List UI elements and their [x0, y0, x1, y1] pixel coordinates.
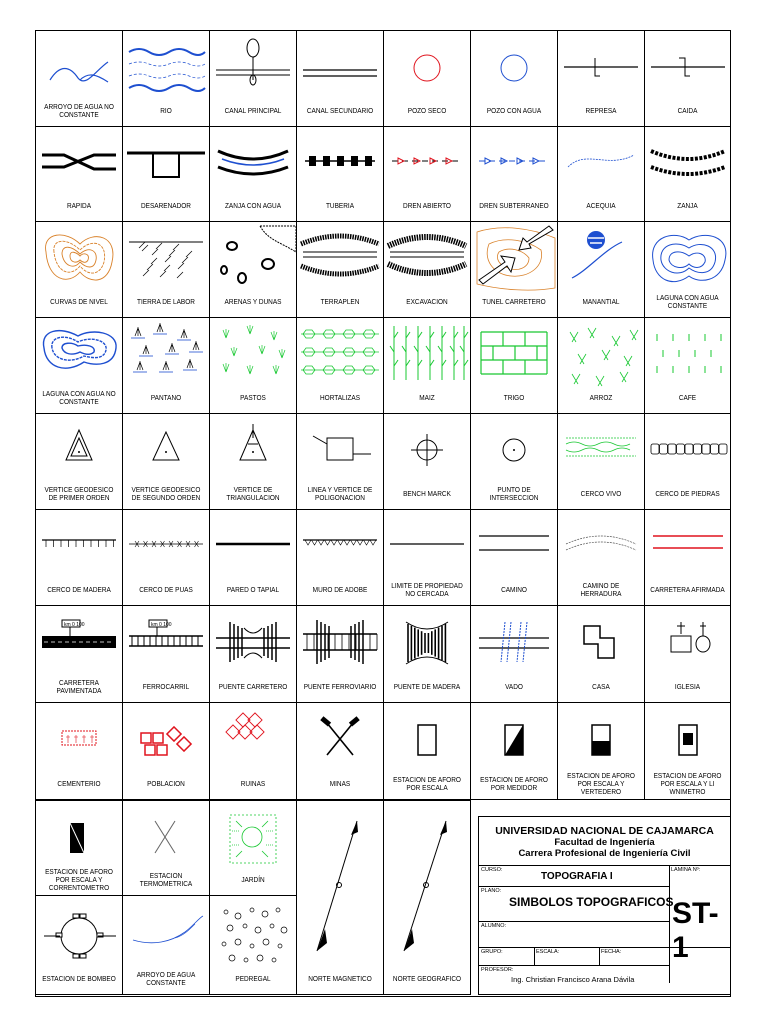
- plano-value: SIMBOLOS TOPOGRAFICOS: [509, 895, 674, 909]
- cell-pantano: [123, 318, 210, 414]
- label-carretera-afirmada: CARRETERA AFIRMADA: [650, 584, 725, 594]
- label-vertice-de-triangulacion: VERTICE DE TRIANGULACION: [226, 484, 280, 502]
- cell-excavacion: [384, 222, 471, 318]
- cell-bench-marck: [384, 414, 471, 510]
- cell-arroz: [558, 318, 645, 414]
- label-estacion-de-aforo-por-escala-y-vertedero: ESTACION DE AFORO POR ESCALA Y VERTEDERO: [567, 770, 635, 797]
- label-arroyo-de-agua-no-constante: ARROYO DE AGUA NO CONSTANTE: [44, 101, 114, 119]
- profesor-label: PROFESOR:: [481, 967, 514, 973]
- label-tunel-carretero: TUNEL CARRETERO: [482, 296, 546, 306]
- grupo-label: GRUPO:: [481, 949, 503, 955]
- label-tuberia: TUBERIA: [325, 200, 355, 210]
- cell-camino: [471, 510, 558, 606]
- cell-estacion-de-aforo-por-escala-y-li-wnimetro: [645, 703, 731, 800]
- cell-limite-de-propiedad-no-cercada: [384, 510, 471, 606]
- label-puente-de-madera: PUENTE DE MADERA: [393, 681, 461, 691]
- cell-puente-de-madera: [384, 606, 471, 703]
- cell-muro-de-adobe: [297, 510, 384, 606]
- cell-pared-o-tapial: [210, 510, 297, 606]
- cell-vertice-de-triangulacion: [210, 414, 297, 510]
- profesor-value: Ing. Christian Francisco Arana Dávila: [511, 975, 635, 984]
- label-iglesia: IGLESIA: [674, 681, 701, 691]
- cell-poblacion: [123, 703, 210, 800]
- cell-jardin: [210, 800, 297, 896]
- label-zanja-con-agua: ZANJA CON AGUA: [224, 200, 282, 210]
- svg-text:km 0 100: km 0 100: [64, 622, 85, 628]
- label-puente-carretero: PUENTE CARRETERO: [218, 681, 288, 691]
- label-rio: RIO: [160, 105, 172, 115]
- cell-manantial: [558, 222, 645, 318]
- label-caida: CAIDA: [677, 105, 698, 115]
- cell-estacion-de-aforo-por-escala-y-vertedero: [558, 703, 645, 800]
- label-vertice-geodesico-de-primer-orden: VERTICE GEODESICO DE PRIMER ORDEN: [44, 484, 114, 502]
- cell-puente-ferroviario: [297, 606, 384, 703]
- curso-value: TOPOGRAFIA I: [541, 871, 613, 882]
- label-maiz: MAIZ: [419, 392, 435, 402]
- cell-pozo-seco: [384, 30, 471, 127]
- label-correntometro: ESTACION DE AFORO POR ESCALA Y CORRENTOMETRO: [45, 866, 113, 893]
- label-vado: VADO: [505, 681, 523, 691]
- label-acequia: ACEQUIA: [586, 200, 616, 210]
- label-arenas-y-dunas: ARENAS Y DUNAS: [224, 296, 282, 306]
- label-rapida: RAPIDA: [66, 200, 92, 210]
- cell-correntometro: [36, 800, 123, 896]
- cell-arroyo-constante: [123, 896, 210, 995]
- cell-cerco-de-madera: [36, 510, 123, 606]
- cell-ruinas: [210, 703, 297, 800]
- label-cerco-de-puas: CERCO DE PUAS: [139, 584, 193, 594]
- lamina-value: ST-1: [672, 897, 719, 964]
- cell-arroyo-de-agua-no-constante: [36, 30, 123, 127]
- label-jardin: JARDÍN: [241, 874, 265, 884]
- label-camino: CAMINO: [501, 584, 527, 594]
- label-dren-abierto: DREN ABIERTO: [403, 200, 451, 210]
- label-pozo-seco: POZO SECO: [407, 105, 447, 115]
- curso-label: CURSO:: [481, 867, 503, 873]
- cell-vado: [471, 606, 558, 703]
- cell-cementerio: [36, 703, 123, 800]
- cell-laguna-con-agua-constante: [645, 222, 731, 318]
- cell-norte-geo: [384, 800, 471, 995]
- label-cerco-vivo: CERCO VIVO: [580, 488, 622, 498]
- cell-trigo: [471, 318, 558, 414]
- career-name: Carrera Profesional de Ingeniería Civil: [518, 848, 691, 859]
- cell-cerco-de-piedras: [645, 414, 731, 510]
- cell-termo: [123, 800, 210, 896]
- cell-cerco-de-puas: [123, 510, 210, 606]
- cell-carretera-afirmada: [645, 510, 731, 606]
- label-curvas-de-nivel: CURVAS DE NIVEL: [50, 296, 108, 306]
- label-vertice-geodesico-de-segundo-orden: VERTICE GEODESICO DE SEGUNDO ORDEN: [131, 484, 201, 502]
- cell-maiz: [384, 318, 471, 414]
- label-arroyo-constante: ARROYO DE AGUA CONSTANTE: [136, 969, 196, 987]
- label-excavacion: EXCAVACION: [406, 296, 448, 306]
- cell-camino-de-herradura: [558, 510, 645, 606]
- cell-rio: [123, 30, 210, 127]
- label-puente-ferroviario: PUENTE FERROVIARIO: [303, 681, 377, 691]
- label-cafe: CAFE: [678, 392, 697, 402]
- label-casa: CASA: [592, 681, 610, 691]
- label-laguna-con-agua-no-constante: LAGUNA CON AGUA NO CONSTANTE: [42, 388, 116, 406]
- cell-ferrocarril: [123, 606, 210, 703]
- cell-canal-secundario: [297, 30, 384, 127]
- cell-estacion-de-aforo-por-escala: [384, 703, 471, 800]
- label-pared-o-tapial: PARED O TAPIAL: [226, 584, 280, 594]
- label-tierra-de-labor: TIERRA DE LABOR: [137, 296, 195, 306]
- cell-laguna-con-agua-no-constante: [36, 318, 123, 414]
- cell-hortalizas: [297, 318, 384, 414]
- cell-bombeo: [36, 896, 123, 995]
- label-minas: MINAS: [329, 778, 351, 788]
- university-name: UNIVERSIDAD NACIONAL DE CAJAMARCA: [495, 825, 714, 837]
- cell-tierra-de-labor: [123, 222, 210, 318]
- cell-represa: [558, 30, 645, 127]
- label-manantial: MANANTIAL: [582, 296, 620, 306]
- label-desarenador: DESARENADOR: [141, 200, 191, 210]
- svg-text:km 0 100: km 0 100: [151, 622, 172, 628]
- label-laguna-con-agua-constante: LAGUNA CON AGUA CONSTANTE: [656, 292, 719, 310]
- cell-cafe: [645, 318, 731, 414]
- escala-label: ESCALA:: [536, 949, 560, 955]
- cell-curvas-de-nivel: [36, 222, 123, 318]
- label-norte-geo: NORTE GEOGRAFICO: [392, 973, 462, 983]
- cell-dren-subterraneo: [471, 127, 558, 222]
- faculty-name: Facultad de Ingeniería: [554, 837, 655, 848]
- label-poblacion: POBLACION: [147, 778, 185, 788]
- cell-dren-abierto: [384, 127, 471, 222]
- label-pozo-con-agua: POZO CON AGUA: [486, 105, 542, 115]
- cell-norte-mag: [297, 800, 384, 995]
- label-pastos: PASTOS: [240, 392, 266, 402]
- label-canal-secundario: CANAL SECUNDARIO: [306, 105, 374, 115]
- label-cerco-de-madera: CERCO DE MADERA: [47, 584, 111, 594]
- cell-pedregal: [210, 896, 297, 995]
- label-limite-de-propiedad-no-cercada: LIMITE DE PROPIEDAD NO CERCADA: [391, 580, 463, 598]
- label-dren-subterraneo: DREN SUBTERRANEO: [479, 200, 549, 210]
- label-linea-y-vertice-de-poligonacion: LINEA Y VERTICE DE POLIGONACION: [307, 484, 373, 502]
- title-block: [478, 816, 731, 995]
- cell-vertice-geodesico-de-segundo-orden: [123, 414, 210, 510]
- cell-caida: [645, 30, 731, 127]
- cell-tuberia: [297, 127, 384, 222]
- label-arroz: ARROZ: [589, 392, 613, 402]
- label-ruinas: RUINAS: [240, 778, 266, 788]
- label-canal-principal: CANAL PRINCIPAL: [224, 105, 282, 115]
- label-estacion-de-aforo-por-medidor: ESTACION DE AFORO POR MEDIDOR: [480, 774, 548, 792]
- cell-punto-de-interseccion: [471, 414, 558, 510]
- cell-linea-y-vertice-de-poligonacion: [297, 414, 384, 510]
- cell-acequia: [558, 127, 645, 222]
- lamina-label: LAMINA Nº:: [671, 867, 701, 873]
- label-terraplen: TERRAPLEN: [320, 296, 360, 306]
- cell-canal-principal: [210, 30, 297, 127]
- label-bombeo: ESTACION DE BOMBEO: [42, 973, 116, 983]
- label-bench-marck: BENCH MARCK: [403, 488, 451, 498]
- label-hortalizas: HORTALIZAS: [319, 392, 361, 402]
- label-muro-de-adobe: MURO DE ADOBE: [312, 584, 368, 594]
- fecha-label: FECHA:: [601, 949, 622, 955]
- cell-rapida: [36, 127, 123, 222]
- plano-label: PLANO:: [481, 888, 502, 894]
- label-norte-mag: NORTE MAGNETICO: [308, 973, 372, 983]
- cell-pozo-con-agua: [471, 30, 558, 127]
- cell-desarenador: [123, 127, 210, 222]
- label-termo: ESTACION TERMOMETRICA: [139, 870, 193, 888]
- cell-zanja-con-agua: [210, 127, 297, 222]
- label-punto-de-interseccion: PUNTO DE INTERSECCION: [489, 484, 539, 502]
- label-carretera-pavimentada: CARRETERA PAVIMENTADA: [56, 677, 102, 695]
- cell-vertice-geodesico-de-primer-orden: [36, 414, 123, 510]
- cell-iglesia: [645, 606, 731, 703]
- label-trigo: TRIGO: [503, 392, 525, 402]
- label-cerco-de-piedras: CERCO DE PIEDRAS: [655, 488, 720, 498]
- label-ferrocarril: FERROCARRIL: [142, 681, 190, 691]
- label-represa: REPRESA: [585, 105, 617, 115]
- label-zanja: ZANJA: [677, 200, 698, 210]
- cell-puente-carretero: [210, 606, 297, 703]
- cell-arenas-y-dunas: [210, 222, 297, 318]
- label-estacion-de-aforo-por-escala-y-li-wnimetro: ESTACION DE AFORO POR ESCALA Y LI WNIMETRO: [653, 770, 722, 797]
- alumno-label: ALUMNO:: [481, 923, 507, 929]
- cell-estacion-de-aforo-por-medidor: [471, 703, 558, 800]
- label-estacion-de-aforo-por-escala: ESTACION DE AFORO POR ESCALA: [393, 774, 461, 792]
- cell-terraplen: [297, 222, 384, 318]
- label-camino-de-herradura: CAMINO DE HERRADURA: [580, 580, 622, 598]
- label-pantano: PANTANO: [150, 392, 182, 402]
- cell-pastos: [210, 318, 297, 414]
- label-pedregal: PEDREGAL: [235, 973, 271, 983]
- cell-minas: [297, 703, 384, 800]
- cell-carretera-pavimentada: [36, 606, 123, 703]
- label-cementerio: CEMENTERIO: [57, 778, 101, 788]
- cell-zanja: [645, 127, 731, 222]
- cell-cerco-vivo: [558, 414, 645, 510]
- cell-casa: [558, 606, 645, 703]
- cell-tunel-carretero: [471, 222, 558, 318]
